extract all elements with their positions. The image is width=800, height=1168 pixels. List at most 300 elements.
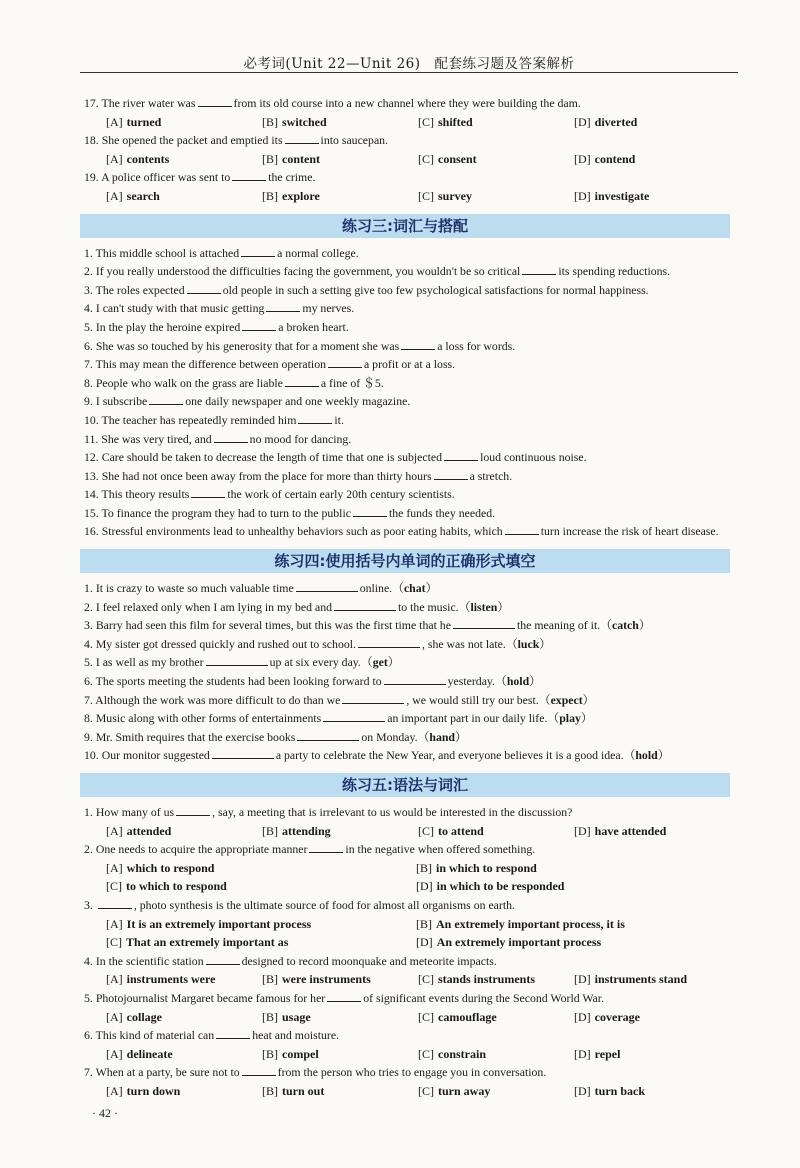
option-text: to attend	[438, 823, 484, 838]
question-text: This kind of material can	[95, 1028, 215, 1043]
word-hint: chat	[403, 581, 426, 596]
option-text: turn away	[438, 1083, 491, 1098]
option-letter: [D]	[574, 151, 591, 166]
option-text: in which to respond	[436, 860, 537, 875]
question-text: a loss for words.	[437, 338, 516, 353]
header-rule	[80, 72, 738, 73]
option-text: turn down	[126, 1083, 181, 1098]
question-text: Care should be taken to decrease the length of time that one is subjected	[101, 450, 443, 465]
option-text: contend	[594, 151, 636, 166]
question-number: 9.	[84, 394, 93, 409]
question	[84, 448, 730, 467]
question-number: 2.	[84, 842, 93, 857]
answer-blank[interactable]	[323, 709, 385, 722]
question-text: the meaning of it.	[516, 618, 601, 633]
word-hint: get	[372, 655, 388, 670]
question-number: 11.	[84, 431, 99, 446]
word-hint: hand	[429, 729, 455, 744]
answer-option[interactable]	[262, 187, 418, 206]
answer-option[interactable]	[418, 1045, 574, 1064]
option-letter: [D]	[574, 1083, 591, 1098]
section-title: 练习三:词汇与搭配	[80, 214, 730, 238]
option-text: to which to respond	[126, 879, 227, 894]
option-letter: [B]	[262, 972, 278, 987]
option-letter: [D]	[574, 188, 591, 203]
answer-option[interactable]	[574, 1045, 730, 1064]
question-number: 8.	[84, 375, 93, 390]
question	[84, 318, 730, 337]
question-text: , say, a meeting that is irrelevant to us would be interested in the discussion?	[212, 805, 573, 819]
word-hint: catch	[611, 618, 639, 633]
question-text: This theory results	[101, 487, 190, 502]
question-number: 1.	[84, 805, 93, 819]
option-row	[84, 1045, 730, 1064]
answer-option[interactable]	[574, 1082, 730, 1101]
answer-option[interactable]	[262, 113, 418, 132]
option-letter: [C]	[418, 972, 434, 987]
question-text: its spending reductions.	[558, 264, 671, 279]
question-text: my nerves.	[302, 301, 355, 316]
answer-blank[interactable]	[358, 635, 420, 648]
option-text: turn back	[594, 1083, 646, 1098]
question	[84, 840, 730, 859]
question: 7. Although the work was more difficult to do than we , we would still try our best.（expect）	[84, 692, 595, 707]
question	[84, 131, 730, 150]
option-text: usage	[282, 1009, 311, 1024]
question-text: In the scientific station	[95, 953, 204, 968]
question	[84, 392, 730, 411]
answer-blank[interactable]	[328, 355, 362, 368]
option-letter: [C]	[418, 1009, 434, 1024]
question: 8. Music along with other forms of entertainments an important part in our daily life.（play）	[84, 711, 593, 726]
answer-blank[interactable]	[401, 337, 435, 350]
question-text: into saucepan.	[320, 133, 389, 148]
answer-option[interactable]	[418, 970, 574, 989]
answer-blank[interactable]	[297, 728, 359, 741]
answer-option[interactable]	[106, 877, 416, 896]
option-row	[84, 1008, 730, 1027]
option-text: turned	[126, 114, 162, 129]
question-text: A police officer was sent to	[101, 170, 231, 185]
question-text: The roles expected	[95, 282, 185, 297]
question	[84, 262, 730, 281]
answer-option[interactable]	[106, 1045, 262, 1064]
answer-blank[interactable]	[296, 579, 358, 592]
question-text: up at six every day.	[269, 655, 361, 670]
question: 5. I as well as my brother up at six every day.（get）	[84, 655, 400, 670]
answer-option[interactable]	[106, 933, 416, 952]
question-text: the crime.	[268, 170, 316, 185]
question-text: Photojournalist Margaret became famous for her	[95, 990, 326, 1005]
option-text: attending	[282, 823, 331, 838]
option-row	[84, 859, 730, 878]
question-number: 17.	[84, 96, 99, 110]
answer-blank[interactable]	[522, 262, 556, 275]
question-text: Music along with other forms of entertainments	[95, 711, 322, 726]
answer-option[interactable]	[262, 1008, 418, 1027]
option-letter: [B]	[262, 1009, 278, 1024]
question-number: 3.	[84, 282, 93, 297]
answer-blank[interactable]	[242, 1063, 276, 1076]
answer-blank[interactable]	[242, 318, 276, 331]
answer-option[interactable]	[418, 1082, 574, 1101]
question: 10. Our monitor suggested a party to celebrate the New Year, and everyone believes it is a good idea.（hold）	[84, 748, 670, 763]
question-text: , she was not late.	[421, 636, 506, 651]
option-letter: [A]	[106, 188, 123, 203]
question-number: 7.	[84, 357, 93, 372]
option-row	[84, 970, 730, 989]
option-letter: [A]	[106, 1046, 123, 1061]
answer-option[interactable]	[106, 915, 416, 934]
question-number: 5.	[84, 990, 93, 1005]
answer-blank[interactable]	[353, 504, 387, 517]
question-text: a broken heart.	[278, 319, 349, 334]
question: 9. Mr. Smith requires that the exercise books on Monday.（hand）	[84, 729, 467, 744]
option-letter: [D]	[416, 879, 433, 894]
question-number: 4.	[84, 636, 93, 651]
question	[84, 522, 730, 541]
answer-blank[interactable]	[206, 952, 240, 965]
answer-blank[interactable]	[149, 392, 183, 405]
question	[84, 952, 730, 971]
question-text: to the music.	[398, 599, 459, 614]
option-letter: [A]	[106, 1083, 123, 1098]
answer-blank[interactable]	[298, 411, 332, 424]
option-text: contents	[126, 151, 170, 166]
question	[84, 355, 730, 374]
answer-option[interactable]	[106, 970, 262, 989]
option-text: investigate	[594, 188, 650, 203]
question-number: 15.	[84, 505, 99, 520]
option-text: repel	[594, 1046, 621, 1061]
option-letter: [B]	[262, 1046, 278, 1061]
question-number: 8.	[84, 711, 93, 726]
question-number: 4.	[84, 953, 93, 968]
question-text: a stretch.	[469, 468, 513, 483]
answer-blank[interactable]	[98, 896, 132, 909]
option-letter: [B]	[262, 151, 278, 166]
question: 6. The sports meeting the students had been looking forward to yesterday.（hold）	[84, 674, 541, 689]
question-text: an important part in our daily life.	[387, 711, 548, 726]
question-text: She was so touched by his generosity that for a moment she was	[95, 338, 400, 353]
question-text: the funds they needed.	[388, 505, 496, 520]
question-text: Our monitor suggested	[101, 748, 210, 763]
question-text: This may mean the difference between operation	[95, 357, 326, 372]
option-letter: [A]	[106, 972, 123, 987]
question	[84, 94, 730, 113]
question-text: The teacher has repeatedly reminded him	[101, 412, 297, 427]
answer-option[interactable]	[262, 1082, 418, 1101]
answer-blank[interactable]	[505, 522, 539, 535]
option-letter: [D]	[574, 1009, 591, 1024]
question-text: designed to record moonquake and meteorite impacts.	[241, 953, 497, 968]
option-letter: [C]	[418, 188, 434, 203]
option-text: delineate	[126, 1046, 173, 1061]
option-text: search	[126, 188, 160, 203]
option-text: instruments stand	[594, 972, 688, 987]
option-row	[84, 877, 730, 896]
answer-blank[interactable]	[434, 467, 468, 480]
option-letter: [D]	[574, 114, 591, 129]
question-number: 4.	[84, 301, 93, 316]
question-number: 10.	[84, 748, 99, 763]
option-letter: [C]	[418, 823, 434, 838]
question-number: 18.	[84, 133, 99, 148]
answer-blank[interactable]	[285, 374, 319, 387]
question-text: Barry had seen this film for several times, but this was the first time that he	[95, 618, 451, 633]
word-hint: play	[559, 711, 581, 726]
answer-option[interactable]	[574, 150, 730, 169]
option-letter: [A]	[106, 916, 123, 931]
option-row	[84, 1082, 730, 1101]
option-letter: [C]	[106, 935, 122, 950]
answer-option[interactable]	[262, 1045, 418, 1064]
option-text: survey	[438, 188, 472, 203]
answer-option[interactable]	[574, 822, 730, 841]
option-letter: [D]	[416, 935, 433, 950]
option-row	[84, 933, 730, 952]
answer-option[interactable]	[262, 822, 418, 841]
question-text: a party to celebrate the New Year, and everyone believes it is a good idea.	[275, 748, 624, 763]
answer-blank[interactable]	[191, 485, 225, 498]
question-text: The sports meeting the students had been looking forward to	[95, 674, 382, 689]
option-text: compel	[282, 1046, 319, 1061]
question-text: How many of us	[95, 805, 175, 819]
option-letter: [A]	[106, 114, 123, 129]
option-letter: [C]	[418, 114, 434, 129]
answer-blank[interactable]	[327, 989, 361, 1002]
answer-option[interactable]	[262, 970, 418, 989]
question-text: from the person who tries to engage you in conversation.	[277, 1065, 547, 1080]
answer-blank[interactable]	[266, 299, 300, 312]
option-letter: [A]	[106, 1009, 123, 1024]
option-text: collage	[126, 1009, 162, 1024]
answer-option[interactable]	[574, 1008, 730, 1027]
question-number: 6.	[84, 1028, 93, 1043]
answer-option[interactable]	[418, 113, 574, 132]
page-number: · 42 ·	[92, 1106, 118, 1120]
question-text: yesterday.	[447, 674, 496, 689]
answer-option[interactable]	[574, 970, 730, 989]
option-text: turn out	[282, 1083, 325, 1098]
section-title: 练习五:语法与词汇	[80, 773, 730, 797]
option-text: which to respond	[126, 860, 215, 875]
question-number: 5.	[84, 319, 93, 334]
question-text: , photo synthesis is the ultimate source of food for almost all organisms on earth.	[133, 897, 515, 912]
option-text: diverted	[594, 114, 638, 129]
answer-blank[interactable]	[285, 131, 319, 144]
answer-option[interactable]	[106, 1008, 262, 1027]
question-text: I feel relaxed only when I am lying in my bed and	[95, 599, 333, 614]
answer-option[interactable]	[106, 113, 262, 132]
question-text: She was very tired, and	[101, 431, 212, 446]
question-number: 1.	[84, 245, 93, 260]
question	[84, 989, 730, 1008]
answer-option[interactable]	[418, 822, 574, 841]
question-text: It is crazy to waste so much valuable time	[95, 581, 294, 596]
option-text: That an extremely important as	[126, 935, 289, 950]
option-letter: [C]	[418, 1046, 434, 1061]
answer-option[interactable]	[418, 150, 574, 169]
option-text: content	[282, 151, 320, 166]
option-text: attended	[126, 823, 172, 838]
option-text: coverage	[594, 1009, 640, 1024]
question: 1. It is crazy to waste so much valuable time online.（chat）	[84, 581, 438, 596]
question-text: Although the work was more difficult to do than we	[95, 692, 341, 707]
answer-blank[interactable]	[444, 448, 478, 461]
question-text: one daily newspaper and one weekly magazine.	[185, 394, 411, 409]
question-number: 2.	[84, 264, 93, 279]
option-letter: [B]	[262, 114, 278, 129]
question-text: I can't study with that music getting	[95, 301, 265, 316]
question-text: turn increase the risk of heart disease.	[540, 524, 719, 539]
option-letter: [D]	[574, 972, 591, 987]
answer-option[interactable]	[416, 877, 726, 896]
question-text: This middle school is attached	[95, 245, 240, 260]
answer-option[interactable]	[416, 933, 726, 952]
question-text: She had not once been away from the place for more than thirty hours	[101, 468, 432, 483]
option-text: constrain	[438, 1046, 486, 1061]
answer-option[interactable]	[106, 859, 416, 878]
answer-blank[interactable]	[241, 244, 275, 257]
question	[84, 430, 730, 449]
question-number: 10.	[84, 412, 99, 427]
question-number: 12.	[84, 450, 99, 465]
question	[84, 281, 730, 300]
option-letter: [C]	[106, 879, 122, 894]
option-letter: [B]	[262, 188, 278, 203]
question: 4. My sister got dressed quickly and rushed out to school. , she was not late.（luck）	[84, 636, 552, 651]
answer-blank[interactable]	[334, 598, 396, 611]
option-letter: [B]	[262, 1083, 278, 1098]
answer-option[interactable]	[106, 187, 262, 206]
answer-option[interactable]	[106, 150, 262, 169]
answer-option[interactable]	[416, 859, 726, 878]
answer-blank[interactable]	[187, 281, 221, 294]
question	[84, 299, 730, 318]
option-letter: [A]	[106, 823, 123, 838]
option-text: stands instruments	[438, 972, 536, 987]
answer-blank[interactable]	[309, 840, 343, 853]
question-text: a normal college.	[277, 245, 359, 260]
page-header: 必考词(Unit 22—Unit 26) 配套练习题及答案解析	[243, 56, 575, 72]
question	[84, 168, 730, 187]
answer-blank[interactable]	[198, 94, 232, 107]
question-text: it.	[334, 412, 344, 427]
question-text: The river water was	[101, 96, 196, 110]
question	[84, 411, 730, 430]
answer-option[interactable]	[574, 113, 730, 132]
question	[84, 337, 730, 356]
option-letter: [C]	[418, 151, 434, 166]
answer-blank[interactable]	[216, 1026, 250, 1039]
question-text: One needs to acquire the appropriate manner	[95, 842, 308, 857]
question-text: She opened the packet and emptied its	[101, 133, 283, 148]
question-text: To finance the program they had to turn to the public	[101, 505, 351, 520]
section-title: 练习四:使用括号内单词的正确形式填空	[80, 549, 730, 573]
option-text: An extremely important process	[436, 935, 602, 950]
question-number: 14.	[84, 487, 99, 502]
option-text: It is an extremely important process	[126, 916, 312, 931]
exercise-content	[84, 94, 730, 1101]
answer-blank[interactable]	[212, 746, 274, 759]
question-number: 3.	[84, 618, 93, 633]
question-text: no mood for dancing.	[249, 431, 352, 446]
option-text: An extremely important process, it is	[436, 916, 625, 931]
answer-option[interactable]	[418, 1008, 574, 1027]
answer-blank[interactable]	[214, 430, 248, 443]
option-text: have attended	[594, 823, 667, 838]
question: 2. I feel relaxed only when I am lying in my bed and to the music.（listen）	[84, 599, 510, 614]
question-text: of significant events during the Second World War.	[363, 990, 605, 1005]
question	[84, 244, 730, 263]
word-hint: expect	[550, 692, 583, 707]
question-number: 9.	[84, 729, 93, 744]
answer-option[interactable]	[574, 187, 730, 206]
question	[84, 504, 730, 523]
answer-blank[interactable]	[453, 616, 515, 629]
answer-option[interactable]	[106, 1082, 262, 1101]
option-text: switched	[282, 114, 327, 129]
question-text: Stressful environments lead to unhealthy behaviors such as poor eating habits, which	[101, 524, 503, 539]
option-text: in which to be responded	[436, 879, 565, 894]
answer-option[interactable]	[416, 915, 726, 934]
option-letter: [D]	[574, 1046, 591, 1061]
option-letter: [B]	[416, 860, 432, 875]
answer-blank[interactable]	[232, 168, 266, 181]
option-text: shifted	[438, 114, 473, 129]
answer-option[interactable]	[418, 187, 574, 206]
option-text: were instruments	[282, 972, 371, 987]
question	[84, 1063, 730, 1082]
question-text: I as well as my brother	[95, 655, 204, 670]
answer-option[interactable]	[262, 150, 418, 169]
answer-option[interactable]	[106, 822, 262, 841]
answer-blank[interactable]	[342, 691, 404, 704]
question-number: 13.	[84, 468, 99, 483]
question-text: People who walk on the grass are liable	[95, 375, 283, 390]
question-text: on Monday.	[361, 729, 418, 744]
option-text: consent	[438, 151, 477, 166]
option-row	[84, 915, 730, 934]
question-number: 3.	[84, 897, 93, 912]
question-number: 19.	[84, 170, 99, 185]
question-number: 7.	[84, 1065, 93, 1080]
option-letter: [B]	[262, 823, 278, 838]
question-number: 1.	[84, 581, 93, 596]
question	[84, 1026, 730, 1045]
answer-blank[interactable]	[384, 672, 446, 685]
question-text: a profit or at a loss.	[364, 357, 456, 372]
question-text: I subscribe	[95, 394, 148, 409]
question-text: loud continuous noise.	[480, 450, 587, 465]
option-letter: [A]	[106, 151, 123, 166]
question-text: In the play the heroine expired	[95, 319, 241, 334]
option-letter: [D]	[574, 823, 591, 838]
question-text: If you really understood the difficulties facing the government, you wouldn't be so critical	[95, 264, 521, 279]
question-number: 6.	[84, 674, 93, 689]
question-text: online.	[359, 581, 393, 596]
option-letter: [A]	[106, 860, 123, 875]
answer-blank[interactable]	[176, 803, 210, 816]
question-number: 5.	[84, 655, 93, 670]
question	[84, 374, 730, 393]
answer-blank[interactable]	[206, 653, 268, 666]
word-hint: hold	[506, 674, 530, 689]
option-text: instruments were	[126, 972, 216, 987]
word-hint: listen	[470, 599, 498, 614]
question-text: in the negative when offered something.	[345, 842, 536, 857]
